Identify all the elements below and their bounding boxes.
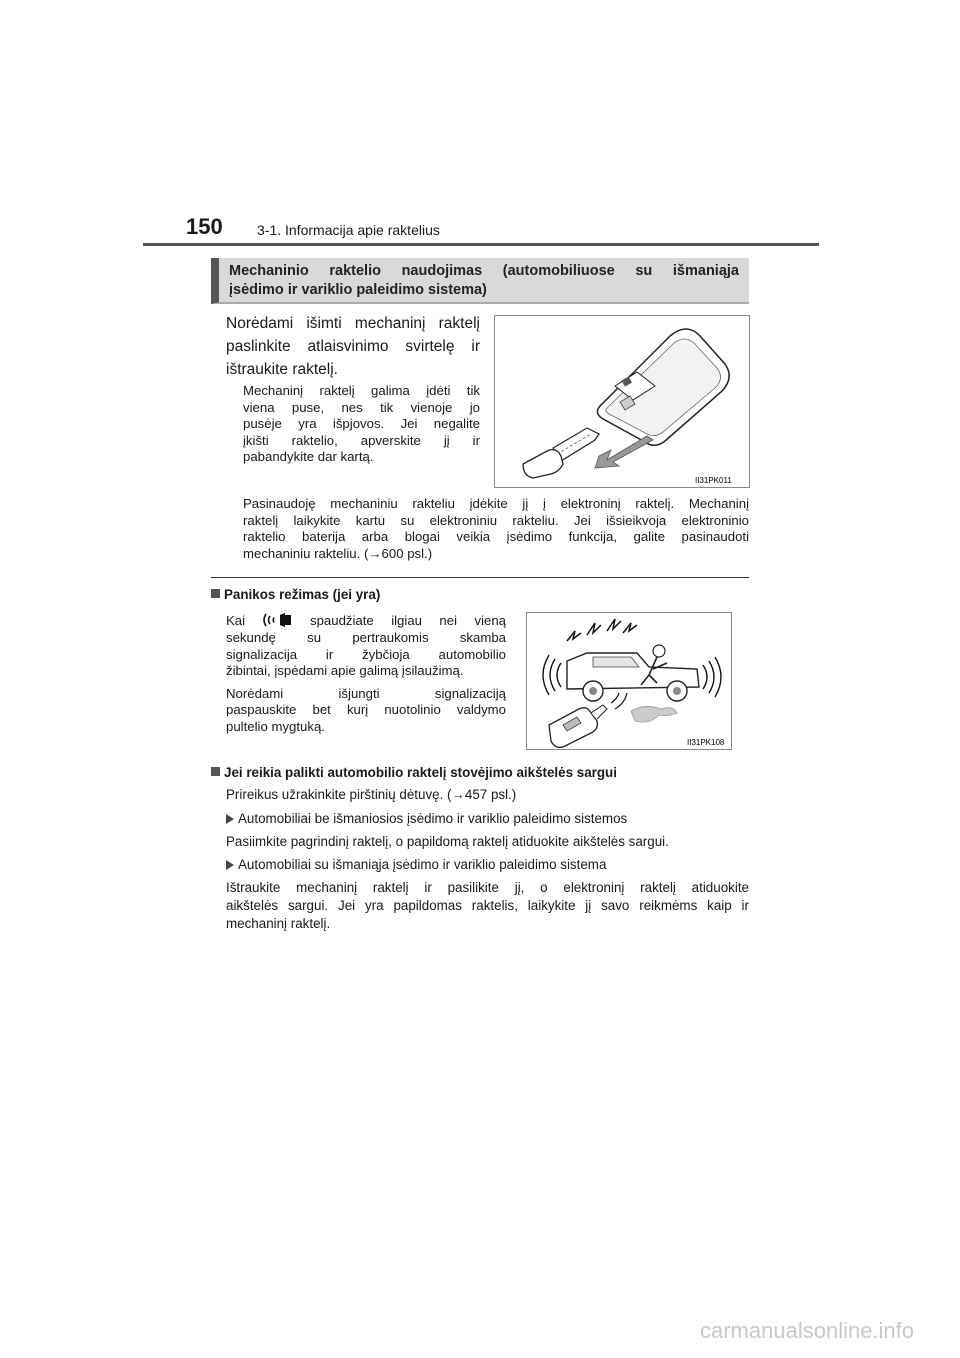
after-text — [243, 496, 749, 562]
section-heading-line1: Mechaninio raktelio naudojimas (automobiliuose su išmaniąja — [229, 263, 739, 279]
valet-line: aikštelės sargui. Jei yra papildomas raktelis, laikykite jį savo reikmėms kaip ir — [226, 898, 749, 913]
intro-text — [226, 312, 480, 381]
intro-line: ištraukite raktelį. — [226, 361, 338, 378]
figure-mechanical-key — [494, 315, 750, 488]
square-bullet-icon — [211, 767, 220, 776]
valet-paragraph-1: Prireikus užrakinkite pirštinių dėtuvę. (→457 psl.) — [226, 787, 517, 802]
panic-line: paspauskite bet kurį nuotolinio valdymo — [226, 702, 506, 718]
valet-heading — [211, 764, 617, 782]
panic-line: signalizacija ir žybčioja automobilio — [226, 646, 506, 662]
panic-line1-post: spaudžiate ilgiau nei vieną — [309, 613, 506, 628]
valet-line: Ištraukite mechaninį raktelį ir pasilikite jį, o elektroninį raktelį atiduokite — [226, 880, 749, 895]
section-heading — [211, 258, 749, 304]
note-line: viena puse, nes tik vienoje jo — [243, 399, 480, 415]
intro-line: Norėdami išimti mechaninį raktelį — [226, 315, 480, 332]
triangle-bullet-icon — [226, 860, 234, 870]
square-bullet-icon — [211, 589, 220, 598]
after-line: raktelį laikykite kartu su elektroniniu rakteliu. Jei išsieikvoja elektroninio — [243, 512, 749, 528]
note-line: pusėje yra išpjovos. Jei negalite — [243, 416, 480, 432]
intro-line: paslinkite atlaisvinimo svirtelę ir — [226, 338, 480, 355]
note-line: pabandykite dar kartą. — [243, 449, 374, 465]
valet-sub-1 — [226, 810, 627, 828]
figure-panic-alarm — [526, 612, 732, 750]
valet-sub-2-text: Automobiliai su išmaniąja įsėdimo ir variklio paleidimo sistema — [238, 857, 607, 872]
header-rule — [143, 243, 819, 246]
panic-line: Norėdami išjungti signalizaciją — [226, 685, 506, 701]
section-divider — [211, 577, 749, 578]
key-fob-illustration — [495, 316, 749, 487]
valet-paragraph-3 — [226, 879, 749, 933]
panic-line: sekundę su pertraukomis skamba — [226, 630, 506, 645]
after-line: Pasinaudoję mechaniniu rakteliu įdėkite jį į elektroninį raktelį. Mechaninį — [243, 496, 749, 511]
note-line: įkišti raktelio, apverskite jį ir — [243, 432, 480, 448]
valet-paragraph-2: Pasiimkite pagrindinį raktelį, o papildomą raktelį atiduokite aikštelės sargui. — [226, 834, 669, 849]
panic-line — [226, 612, 506, 630]
panic-button-icon — [263, 612, 293, 628]
valet-sub-2 — [226, 856, 606, 874]
valet-heading-text: Jei reikia palikti automobilio raktelį stovėjimo aikštelės sargui — [224, 765, 617, 780]
page-number: 150 — [186, 214, 223, 239]
figure-code: II31PK108 — [687, 738, 725, 747]
panic-line: žibintai, įspėdami apie galimą įsilaužimą. — [226, 663, 464, 679]
figure-code: II31PK011 — [695, 476, 732, 485]
section-heading-line2: įsėdimo ir variklio paleidimo sistema) — [229, 282, 487, 298]
panic-heading-text: Panikos režimas (jei yra) — [224, 587, 381, 602]
valet-line: mechaninį raktelį. — [226, 916, 331, 931]
valet-sub-1-text: Automobiliai be išmaniosios įsėdimo ir variklio paleidimo sistemos — [238, 811, 628, 826]
after-line: mechaniniu rakteliu. (→600 psl.) — [243, 545, 433, 561]
car-alarm-illustration — [527, 613, 731, 749]
note-line: Mechaninį raktelį galima įdėti tik — [243, 383, 480, 398]
watermark: carmanualsonline.info — [700, 1318, 915, 1343]
panic-text — [226, 612, 506, 736]
panic-line: pultelio mygtuką. — [226, 718, 325, 734]
triangle-bullet-icon — [226, 814, 234, 824]
after-line: raktelio baterija arba blogai veikia įsėdimo funkcija, galite pasinaudoti — [243, 529, 749, 545]
note-text — [243, 383, 480, 466]
panic-heading — [211, 586, 380, 604]
chapter-title: 3-1. Informacija apie raktelius — [257, 222, 440, 238]
panic-line1-pre: Kai — [226, 613, 246, 628]
